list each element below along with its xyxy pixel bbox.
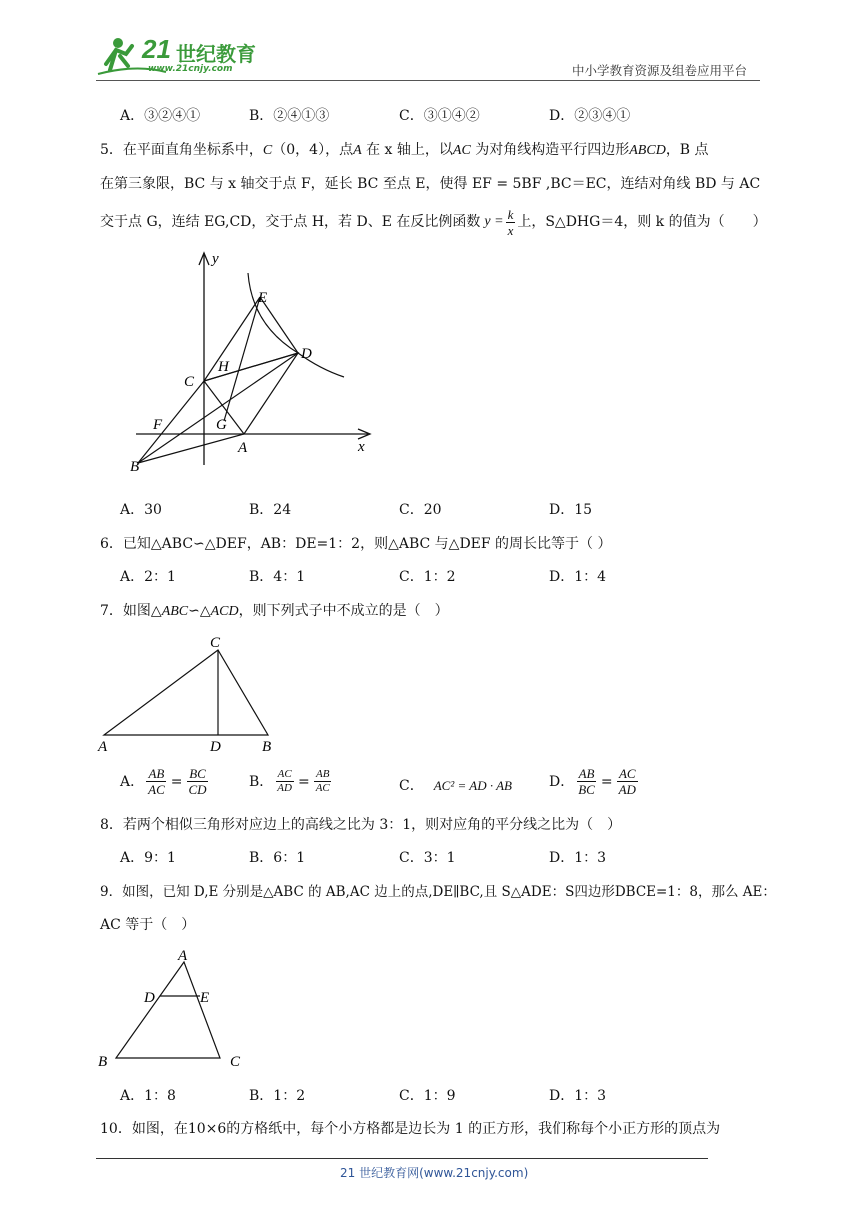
q5-option-b: B．24 (249, 502, 292, 518)
footer-text: 21 世纪教育网(www.21cnjy.com) (340, 1166, 529, 1180)
q5-label-y: y (212, 251, 219, 267)
q5-line3: 交于点 G，连结 EG,CD，交于点 H，若 D、E 在反比例函数 y = $\frac{k}{x}$ 上，S△DHG＝4，则 k 的值为（ ） (100, 206, 767, 238)
footer-rule (96, 1158, 708, 1159)
header-logo (96, 34, 266, 78)
q7-text: 7．如图△ABC∽△ACD，则下列式子中不成立的是（ ） (100, 603, 449, 619)
q9-line1: 9．如图，已知 D,E 分别是△ABC 的 AB,AC 边上的点,DE∥BC,且 S△ADE：S四边形DBCE=1：8，那么 AE： (100, 884, 776, 900)
q7-label-B: B (262, 739, 272, 754)
q6-option-b: B．4：1 (249, 569, 306, 585)
q7-option-b: B． $\frac{AC}{AD}$ = $\frac{AB}{AC}$ (249, 768, 330, 794)
q8-option-d: D．1：3 (549, 850, 607, 866)
q6-option-c: C．1：2 (399, 569, 456, 585)
q7-label-A: A (98, 739, 108, 754)
q5-label-G: G (216, 417, 227, 433)
q9-option-b: B．1：2 (249, 1088, 306, 1104)
q4-option-c: C．③①④② (399, 108, 480, 124)
q7-triangle-figure (96, 632, 286, 754)
q5-fraction-k-over-x: $\frac{k}{x}$ (507, 206, 514, 238)
q9-label-B: B (98, 1054, 108, 1070)
q5-label-D: D (301, 346, 312, 362)
logo-url: www.21cnjy.com (148, 64, 233, 74)
q5-coordinate-figure (120, 245, 380, 480)
q4-option-d: D．②③④① (549, 108, 631, 124)
q8-option-a: A．9：1 (120, 850, 176, 866)
q5-line2: 在第三象限，BC 与 x 轴交于点 F，延长 BC 至点 E，使得 EF = 5BF ,BC＝EC，连结对角线 BD 与 AC (100, 176, 761, 192)
q6-option-a: A．2：1 (120, 569, 176, 585)
q9-option-d: D．1：3 (549, 1088, 607, 1104)
q6-option-d: D．1：4 (549, 569, 607, 585)
q5-label-B: B (130, 459, 140, 475)
q5-line1: 5．在平面直角坐标系中，C（0，4），点A 在 x 轴上，以AC 为对角线构造平行四边形ABCD，B 点 (100, 142, 709, 158)
q7-label-D: D (210, 739, 221, 754)
q5-option-a: A．30 (120, 502, 162, 518)
q5-option-d: D．15 (549, 502, 593, 518)
q5-label-x: x (358, 439, 365, 455)
q7-option-c: C． AC² = AD · AB (399, 778, 512, 794)
q6-text: 6．已知△ABC∽△DEF，AB：DE=1：2，则△ABC 与△DEF 的周长比等于（ ） (100, 536, 612, 552)
q5-label-F: F (153, 417, 163, 433)
q9-line2: AC 等于（ ） (100, 917, 196, 933)
header-rule (96, 80, 760, 81)
q9-label-E: E (200, 990, 210, 1006)
q9-label-A: A (178, 948, 188, 964)
q8-text: 8．若两个相似三角形对应边上的高线之比为 3：1，则对应角的平分线之比为（ ） (100, 817, 622, 833)
q9-option-a: A．1：8 (120, 1088, 176, 1104)
q8-option-c: C．3：1 (399, 850, 456, 866)
q8-option-b: B．6：1 (249, 850, 306, 866)
q5-option-c: C．20 (399, 502, 442, 518)
q5-label-H: H (218, 359, 229, 375)
q7-label-C: C (210, 635, 221, 651)
q9-label-C: C (230, 1054, 241, 1070)
logo-number: 21 (142, 34, 171, 64)
q9-option-c: C．1：9 (399, 1088, 456, 1104)
q9-triangle-figure (96, 946, 256, 1070)
q7-option-a: A． $\frac{AB}{AC}$ = $\frac{BC}{CD}$ (120, 766, 207, 797)
header-platform-text: 中小学教育资源及组卷应用平台 (572, 63, 748, 78)
q4-option-b: B．②④①③ (249, 108, 330, 124)
q5-label-A: A (238, 440, 248, 456)
q4-option-a: A．③②④① (120, 108, 201, 124)
q5-label-E: E (258, 290, 268, 306)
q5-label-C: C (184, 374, 195, 390)
q10-text: 10．如图，在10×6的方格纸中，每个小方格都是边长为 1 的正方形，我们称每个小正方形的顶点为 (100, 1121, 721, 1137)
q9-label-D: D (144, 990, 155, 1006)
q7-option-d: D． $\frac{AB}{BC}$ = $\frac{AC}{AD}$ (549, 766, 636, 797)
logo-cn: 世纪教育 (176, 42, 256, 66)
